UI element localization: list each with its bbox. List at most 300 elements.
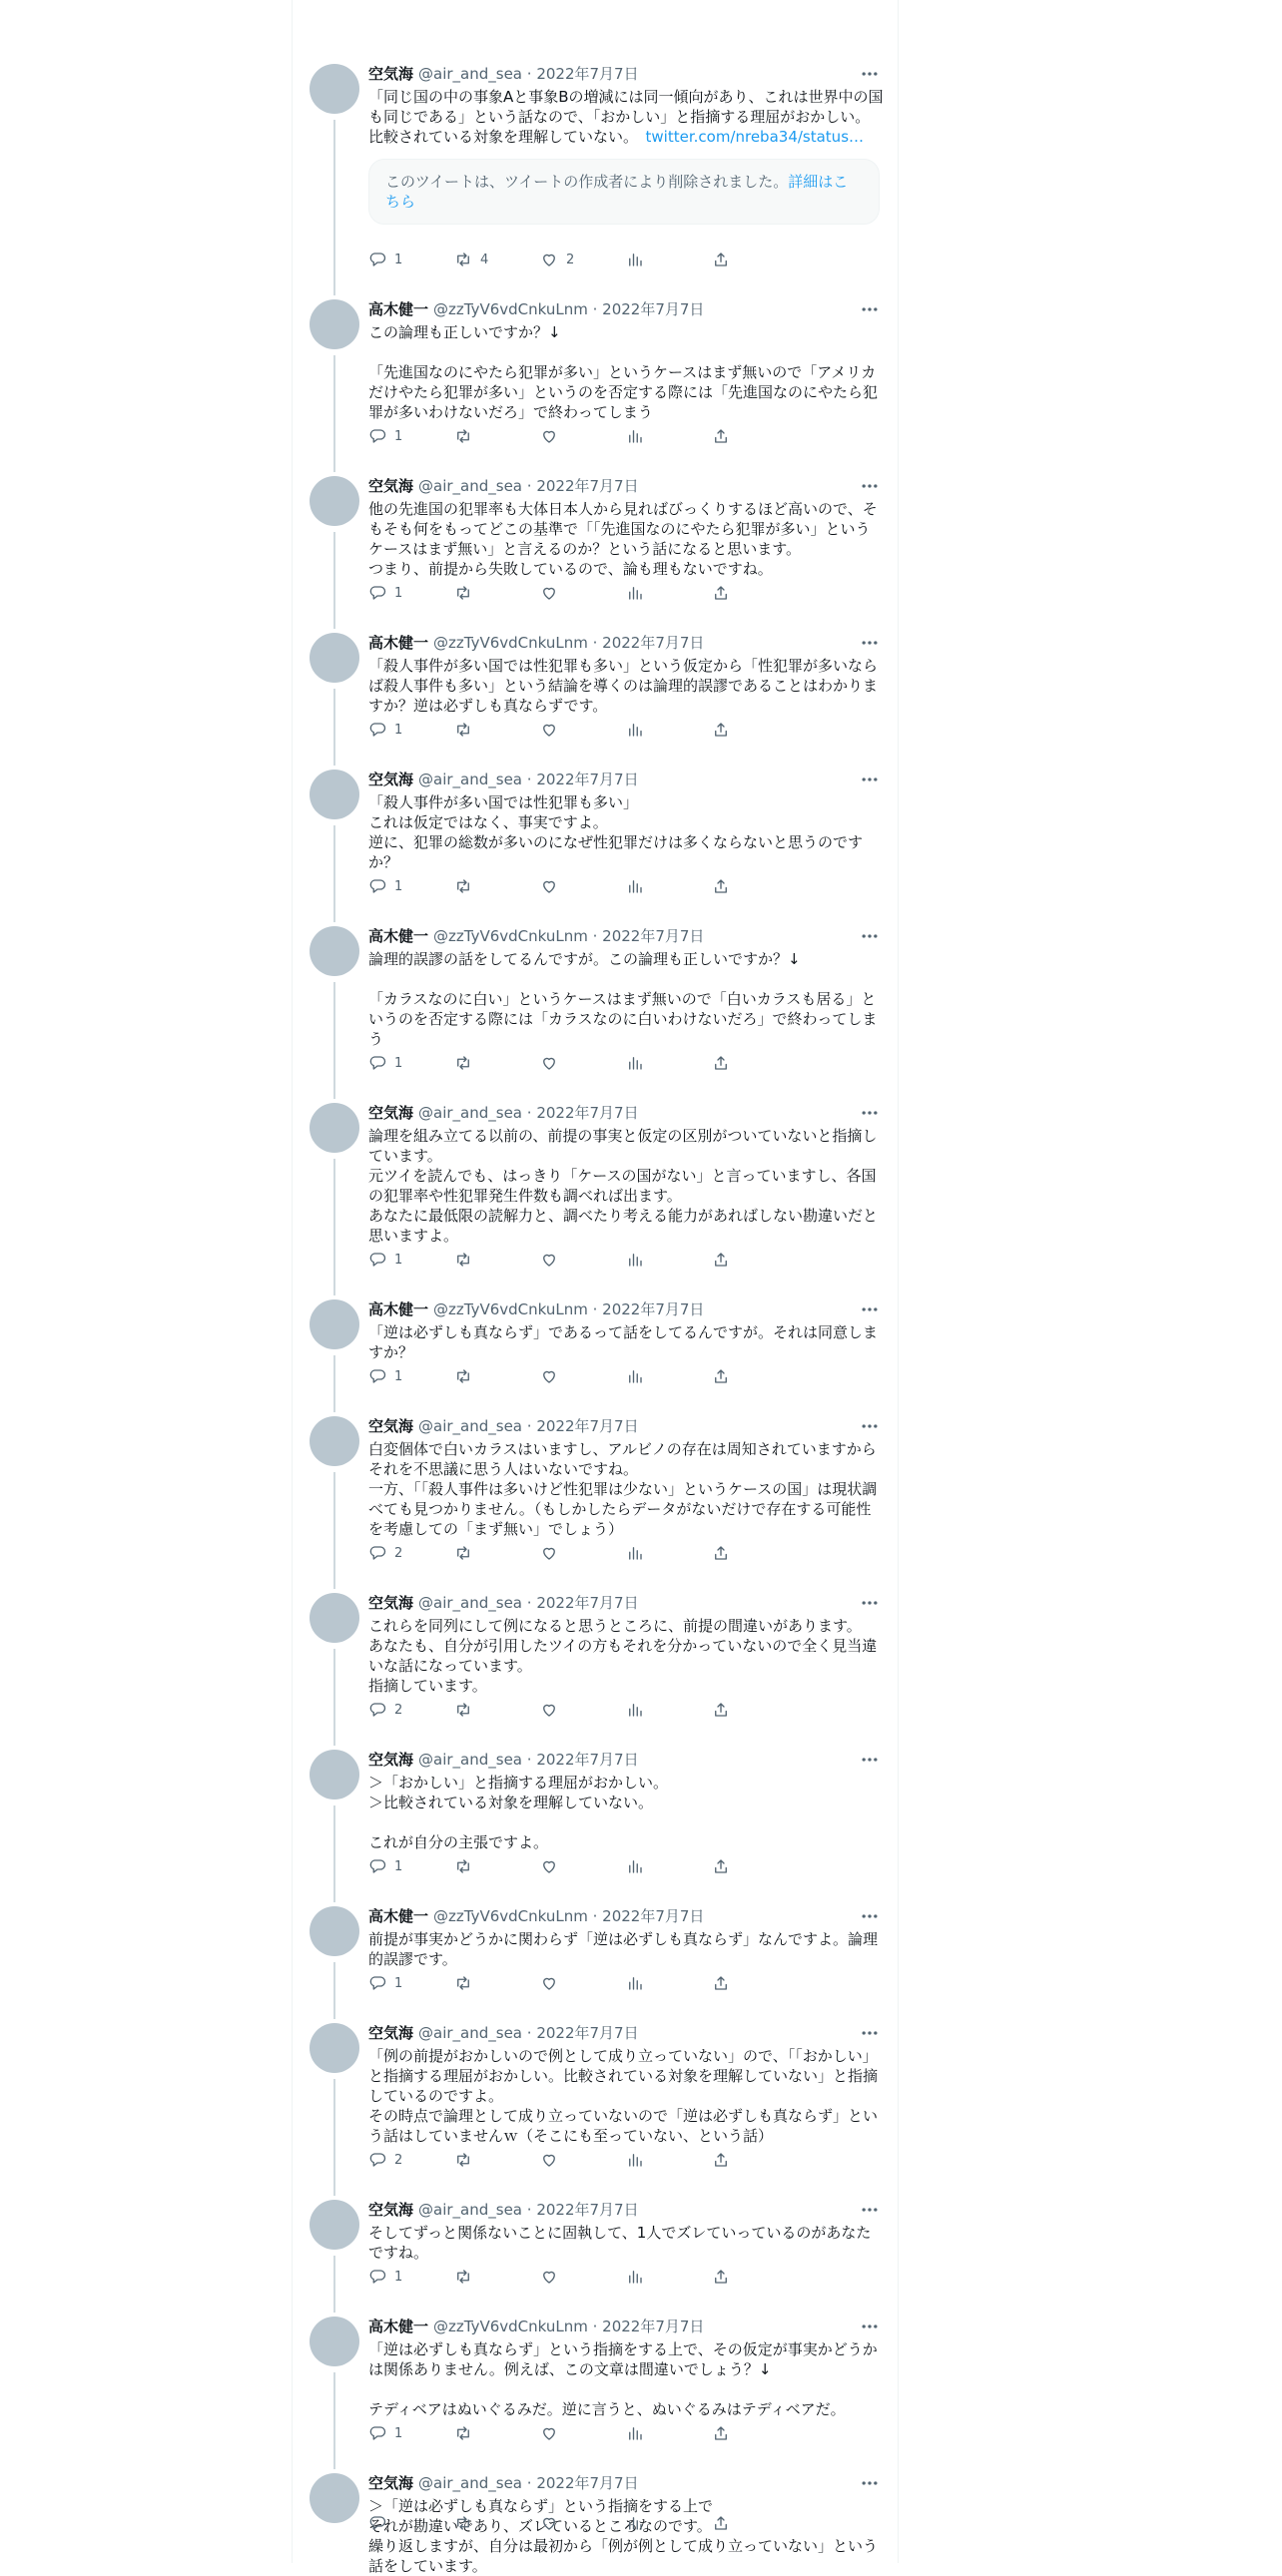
share-icon [712, 1974, 730, 1992]
thread-line [333, 982, 335, 1099]
reply-button[interactable] [368, 583, 454, 603]
like-button[interactable] [540, 720, 626, 740]
like-button[interactable] [540, 250, 626, 269]
thread-line [333, 120, 335, 295]
tweet-text: 白変個体で白いカラスはいますし、アルビノの存在は周知されていますからそれを不思議に思う人はいないですね。 一方、「「殺人事件は多いけど性犯罪は少ない」というケースの国」は現状調べても見つかりません。（もしかしたらデータがないだけで存在する可能性を考慮しての「まず無い」でしょう） [368, 1440, 878, 1538]
retweet-icon [454, 427, 472, 445]
share-button[interactable] [712, 426, 798, 446]
author-name[interactable]: 空気海 [368, 65, 414, 83]
tweet-text: 論理的誤謬の話をしてるんですが。この論理も正しいですか？↓ 「カラスなのに白い」というケースはまず無いので「白いカラスも居る」というのを否定する際には「カラスなのに白いわけないだろ」で終わってしまう [368, 950, 878, 1048]
like-button[interactable] [540, 1053, 626, 1073]
tweet[interactable] [293, 2317, 900, 2473]
views-button[interactable] [626, 2267, 712, 2287]
views-button[interactable] [626, 720, 712, 740]
reply-icon [368, 1974, 386, 1992]
reply-button[interactable] [368, 1700, 454, 1720]
author-handle[interactable]: @air_and_sea [418, 1594, 522, 1612]
views-button[interactable] [626, 1856, 712, 1876]
reply-icon [368, 2424, 386, 2442]
tweet[interactable] [293, 476, 900, 633]
share-button[interactable] [712, 2423, 798, 2443]
author-name[interactable]: 高木健一 [368, 300, 429, 318]
reply-icon [368, 1544, 386, 1562]
tweet-header [368, 2317, 884, 2336]
separator-dot: · [522, 771, 537, 788]
views-button[interactable] [626, 1700, 712, 1720]
author-name[interactable]: 高木健一 [368, 927, 429, 945]
share-button[interactable] [712, 1856, 798, 1876]
reply-icon [368, 2514, 386, 2532]
like-button[interactable] [540, 1856, 626, 1876]
avatar[interactable] [310, 299, 359, 349]
avatar[interactable] [310, 2317, 359, 2366]
retweet-button[interactable] [454, 2150, 540, 2170]
reply-icon [368, 2268, 386, 2286]
reply-button[interactable] [368, 1366, 454, 1386]
more-icon[interactable] [858, 1416, 882, 1436]
share-icon [712, 1054, 730, 1072]
tweet-date[interactable]: 2022年7月7日 [536, 2024, 639, 2042]
more-icon[interactable] [858, 633, 882, 653]
tweet[interactable] [293, 2200, 900, 2317]
retweet-icon [454, 1367, 472, 1385]
avatar[interactable] [310, 1299, 359, 1349]
reply-count: 2 [394, 2152, 403, 2168]
heart-icon [540, 1251, 558, 1269]
tweet-date[interactable]: 2022年7月7日 [536, 2474, 639, 2492]
avatar[interactable] [310, 926, 359, 976]
retweet-icon [454, 1544, 472, 1562]
tweet[interactable] [293, 1299, 900, 1416]
share-button[interactable] [712, 1973, 798, 1993]
tweet[interactable] [293, 64, 900, 299]
reply-button[interactable] [368, 876, 454, 896]
author-handle[interactable]: @air_and_sea [418, 477, 522, 495]
more-icon[interactable] [858, 1103, 882, 1123]
reply-icon [368, 1251, 386, 1269]
more-icon[interactable] [858, 770, 882, 789]
thread-line [333, 355, 335, 472]
more-icon[interactable] [858, 2200, 882, 2220]
author-name[interactable]: 空気海 [368, 1417, 414, 1435]
tweet-date[interactable]: 2022年7月7日 [536, 771, 639, 788]
separator-dot: · [522, 2201, 537, 2219]
views-button[interactable] [626, 250, 712, 269]
more-icon[interactable] [858, 1299, 882, 1319]
tweet[interactable] [293, 2473, 900, 2575]
thread-line [333, 1962, 335, 2019]
views-button[interactable] [626, 1543, 712, 1563]
share-button[interactable] [712, 720, 798, 740]
like-count: 2 [566, 252, 575, 267]
thread-line [333, 1159, 335, 1295]
reply-button[interactable] [368, 1250, 454, 1270]
retweet-button[interactable] [454, 1700, 540, 1720]
tweet-text: 「逆は必ずしも真ならず」であるって話をしてるんですが。それは同意しますか？ [368, 1323, 879, 1361]
retweet-button[interactable] [454, 426, 540, 446]
more-icon[interactable] [858, 1750, 882, 1770]
author-handle[interactable]: @air_and_sea [418, 1751, 522, 1769]
heart-icon [540, 584, 558, 602]
heart-icon [540, 1701, 558, 1719]
share-icon [712, 2268, 730, 2286]
bar-chart-icon [626, 1544, 644, 1562]
tweet[interactable] [293, 1593, 900, 1750]
share-button[interactable] [712, 1366, 798, 1386]
author-name[interactable]: 高木健一 [368, 634, 429, 652]
separator-dot: · [522, 1417, 537, 1435]
author-handle[interactable]: @zzTyV6vdCnkuLnm [433, 634, 588, 652]
views-button[interactable] [626, 2150, 712, 2170]
reply-icon [368, 1367, 386, 1385]
bar-chart-icon [626, 2514, 644, 2532]
tweet-date[interactable]: 2022年7月7日 [536, 1594, 639, 1612]
share-button[interactable] [712, 1543, 798, 1563]
bar-chart-icon [626, 1701, 644, 1719]
tweet-date[interactable]: 2022年7月7日 [602, 1300, 705, 1318]
tweet-date[interactable]: 2022年7月7日 [536, 2201, 639, 2219]
reply-count: 1 [394, 252, 403, 267]
tweet-header [368, 476, 884, 496]
tweet-text: ＞「おかしい」と指摘する理屈がおかしい。 ＞比較されている対象を理解していない。 これが自分の主張ですよ。 [368, 1774, 669, 1851]
separator-dot: · [522, 2024, 537, 2042]
retweet-icon [454, 2268, 472, 2286]
tweet-date[interactable]: 2022年7月7日 [536, 65, 639, 83]
like-button[interactable] [540, 2267, 626, 2287]
separator-dot: · [522, 1594, 537, 1612]
author-name[interactable]: 空気海 [368, 2024, 414, 2042]
avatar[interactable] [310, 633, 359, 683]
views-button[interactable] [626, 426, 712, 446]
views-button[interactable] [626, 1053, 712, 1073]
retweet-icon [454, 877, 472, 895]
reply-icon [368, 1701, 386, 1719]
avatar[interactable] [310, 1103, 359, 1153]
like-button[interactable] [540, 1366, 626, 1386]
retweet-button[interactable] [454, 876, 540, 896]
author-name[interactable]: 高木健一 [368, 2318, 429, 2335]
author-handle[interactable]: @air_and_sea [418, 1104, 522, 1122]
tweet-text: これらを同列にして例になると思うところに、前提の間違いがあります。 あなたも、自分が引用したツイの方もそれを分かっていないので全く見当違いな話になっています。 指摘しています。 [368, 1617, 878, 1695]
like-button[interactable] [540, 1700, 626, 1720]
author-name[interactable]: 空気海 [368, 2201, 414, 2219]
heart-icon [540, 2151, 558, 2169]
bar-chart-icon [626, 721, 644, 739]
reply-count: 1 [394, 585, 403, 601]
tweet-text: 「逆は必ずしも真ならず」という指摘をする上で、その仮定が事実かどうかは関係ありません。例えば、この文章は間違いでしょう？↓ テディベアはぬいぐるみだ。逆に言うと、ぬいぐるみはテディベアだ。 [368, 2340, 878, 2418]
retweet-button[interactable] [454, 2423, 540, 2443]
avatar[interactable] [310, 2023, 359, 2073]
tweet-header [368, 1103, 884, 1123]
share-icon [712, 1701, 730, 1719]
views-button[interactable] [626, 583, 712, 603]
author-handle[interactable]: @zzTyV6vdCnkuLnm [433, 927, 588, 945]
tweet-date[interactable]: 2022年7月7日 [536, 1104, 639, 1122]
retweet-icon [454, 1251, 472, 1269]
author-handle[interactable]: @zzTyV6vdCnkuLnm [433, 300, 588, 318]
bar-chart-icon [626, 427, 644, 445]
share-button[interactable] [712, 583, 798, 603]
tweet[interactable] [293, 770, 900, 926]
reply-button[interactable] [368, 1543, 454, 1563]
heart-icon [540, 427, 558, 445]
author-name[interactable]: 空気海 [368, 2474, 414, 2492]
tweet-header [368, 633, 884, 653]
heart-icon [540, 2424, 558, 2442]
heart-icon [540, 1367, 558, 1385]
avatar[interactable] [310, 1906, 359, 1956]
reply-button[interactable] [368, 720, 454, 740]
author-handle[interactable]: @zzTyV6vdCnkuLnm [433, 2318, 588, 2335]
views-button[interactable] [626, 876, 712, 896]
tweet-header [368, 2473, 884, 2493]
share-button[interactable] [712, 876, 798, 896]
retweet-icon [454, 1974, 472, 1992]
more-icon[interactable] [858, 2473, 882, 2493]
separator-dot: · [587, 2318, 603, 2335]
reply-count: 1 [394, 2425, 403, 2441]
heart-icon [540, 251, 558, 268]
like-button[interactable] [540, 2150, 626, 2170]
avatar[interactable] [310, 1593, 359, 1643]
thread-line [333, 2256, 335, 2313]
bar-chart-icon [626, 1857, 644, 1875]
retweet-icon [454, 251, 472, 268]
tweet-date[interactable]: 2022年7月7日 [602, 1907, 705, 1925]
author-handle[interactable]: @air_and_sea [418, 2024, 522, 2042]
more-icon[interactable] [858, 1906, 882, 1926]
tweet[interactable] [293, 1103, 900, 1299]
tweet-text: そしてずっと関係ないことに固執して、1人でズレていっているのがあなたですね。 [368, 2224, 872, 2262]
separator-dot: · [587, 1300, 603, 1318]
more-icon[interactable] [858, 2317, 882, 2336]
thread-line [333, 532, 335, 629]
share-button[interactable] [712, 2150, 798, 2170]
share-icon [712, 2151, 730, 2169]
more-icon[interactable] [858, 2023, 882, 2043]
retweet-button[interactable] [454, 1543, 540, 1563]
more-icon[interactable] [858, 926, 882, 946]
learn-more-link[interactable]: 詳細はこちら [385, 173, 849, 211]
retweet-button[interactable] [454, 1856, 540, 1876]
like-button[interactable] [540, 1543, 626, 1563]
thread-line [333, 689, 335, 766]
author-handle[interactable]: @air_and_sea [418, 2201, 522, 2219]
reply-button[interactable] [368, 250, 454, 269]
like-button[interactable] [540, 1250, 626, 1270]
tweet-date[interactable]: 2022年7月7日 [602, 927, 705, 945]
share-icon [712, 584, 730, 602]
reply-count: 1 [394, 2269, 403, 2285]
author-handle[interactable]: @zzTyV6vdCnkuLnm [433, 1907, 588, 1925]
retweet-icon [454, 2151, 472, 2169]
avatar[interactable] [310, 64, 359, 114]
retweet-button[interactable] [454, 250, 540, 269]
retweet-button[interactable] [454, 1973, 540, 1993]
author-name[interactable]: 空気海 [368, 1594, 414, 1612]
retweet-button[interactable] [454, 2513, 540, 2533]
tweet-header [368, 2023, 884, 2043]
author-name[interactable]: 高木健一 [368, 1300, 429, 1318]
retweet-count: 4 [480, 252, 489, 267]
thread-line [333, 1805, 335, 1902]
bar-chart-icon [626, 2151, 644, 2169]
separator-dot: · [587, 300, 603, 318]
tweet-header [368, 1593, 884, 1613]
tweet-text: 論理を組み立てる以前の、前提の事実と仮定の区別がついていないと指摘しています。 元ツイを読んでも、はっきり「ケースの国がない」と言っていますし、各国の犯罪率や性犯罪発生件数も調べれば出ます。 あなたに最低限の読解力と、調べたり考える能力があればしない勘違いだと思いますよ。 [368, 1127, 879, 1245]
share-icon [712, 1367, 730, 1385]
reply-count: 1 [394, 1858, 403, 1874]
more-icon[interactable] [858, 64, 882, 84]
share-button[interactable] [712, 2513, 798, 2533]
heart-icon [540, 1857, 558, 1875]
bar-chart-icon [626, 1367, 644, 1385]
tweet[interactable] [293, 2023, 900, 2200]
thread-line [333, 825, 335, 922]
reply-button[interactable] [368, 1973, 454, 1993]
thread-line [333, 2079, 335, 2196]
heart-icon [540, 2268, 558, 2286]
share-icon [712, 2424, 730, 2442]
tweet-header [368, 2200, 884, 2220]
tweet-date[interactable]: 2022年7月7日 [536, 1417, 639, 1435]
retweet-button[interactable] [454, 1053, 540, 1073]
views-button[interactable] [626, 1973, 712, 1993]
separator-dot: · [587, 927, 603, 945]
share-button[interactable] [712, 250, 798, 269]
author-handle[interactable]: @zzTyV6vdCnkuLnm [433, 1300, 588, 1318]
retweet-button[interactable] [454, 1366, 540, 1386]
author-name[interactable]: 空気海 [368, 771, 414, 788]
avatar[interactable] [310, 1416, 359, 1466]
views-button[interactable] [626, 2423, 712, 2443]
share-icon [712, 2514, 730, 2532]
avatar[interactable] [310, 770, 359, 819]
tweet-text: 「殺人事件が多い国では性犯罪も多い」という仮定から「性犯罪が多いならば殺人事件も多い」という結論を導くのは論理的誤謬であることはわかりますか？逆は必ずしも真ならずです。 [368, 657, 879, 715]
avatar[interactable] [310, 1750, 359, 1800]
share-icon [712, 877, 730, 895]
share-button[interactable] [712, 2267, 798, 2287]
author-handle[interactable]: @air_and_sea [418, 2474, 522, 2492]
views-button[interactable] [626, 2513, 712, 2533]
heart-icon [540, 877, 558, 895]
reply-button[interactable] [368, 1053, 454, 1073]
quote-text: このツイートは、ツイートの作成者により削除されました。 [385, 173, 789, 191]
like-button[interactable] [540, 876, 626, 896]
tweet-date[interactable]: 2022年7月7日 [602, 2318, 705, 2335]
reply-icon [368, 427, 386, 445]
tweet[interactable] [293, 633, 900, 770]
reply-icon [368, 877, 386, 895]
tweet[interactable] [293, 1906, 900, 2023]
bar-chart-icon [626, 1251, 644, 1269]
author-handle[interactable]: @air_and_sea [418, 1417, 522, 1435]
retweet-button[interactable] [454, 720, 540, 740]
reply-icon [368, 1857, 386, 1875]
author-handle[interactable]: @air_and_sea [418, 771, 522, 788]
reply-button[interactable] [368, 2267, 454, 2287]
reply-button[interactable] [368, 1856, 454, 1876]
more-icon[interactable] [858, 299, 882, 319]
tweet-date[interactable]: 2022年7月7日 [536, 477, 639, 495]
reply-icon [368, 1054, 386, 1072]
reply-icon [368, 2151, 386, 2169]
tweet-header [368, 926, 884, 946]
author-name[interactable]: 空気海 [368, 1104, 414, 1122]
like-button[interactable] [540, 2513, 626, 2533]
views-button[interactable] [626, 1250, 712, 1270]
tweet-date[interactable]: 2022年7月7日 [536, 1751, 639, 1769]
like-button[interactable] [540, 426, 626, 446]
tweet-text: ＞「逆は必ずしも真ならず」という指摘をする上で それが勘違いであり、ズレているところなのです。 繰り返しますが、自分は最初から「例が例として成り立っていない」という話をしています。 [368, 2497, 879, 2575]
share-icon [712, 721, 730, 739]
share-button[interactable] [712, 1250, 798, 1270]
tweet-header [368, 1299, 884, 1319]
timeline-column [292, 0, 899, 2575]
share-icon [712, 427, 730, 445]
reply-button[interactable] [368, 2513, 454, 2533]
avatar[interactable] [310, 2473, 359, 2523]
separator-dot: · [522, 1751, 537, 1769]
bar-chart-icon [626, 877, 644, 895]
tweet[interactable] [293, 299, 900, 476]
heart-icon [540, 721, 558, 739]
like-button[interactable] [540, 2423, 626, 2443]
reply-button[interactable] [368, 426, 454, 446]
retweet-icon [454, 1054, 472, 1072]
bar-chart-icon [626, 251, 644, 268]
share-button[interactable] [712, 1700, 798, 1720]
retweet-button[interactable] [454, 2267, 540, 2287]
tweet-header [368, 1416, 884, 1436]
reply-button[interactable] [368, 2423, 454, 2443]
more-icon[interactable] [858, 476, 882, 496]
views-button[interactable] [626, 1366, 712, 1386]
author-handle[interactable]: @air_and_sea [418, 65, 522, 83]
reply-icon [368, 584, 386, 602]
reply-count: 2 [394, 1702, 403, 1718]
reply-count: 1 [394, 1975, 403, 1991]
reply-button[interactable] [368, 2150, 454, 2170]
avatar[interactable] [310, 476, 359, 526]
thread-line [333, 1649, 335, 1746]
tweet-header [368, 299, 884, 319]
more-icon[interactable] [858, 1593, 882, 1613]
tweet[interactable] [293, 926, 900, 1103]
tweet-text: 「殺人事件が多い国では性犯罪も多い」 これは仮定ではなく、事実ですよ。 逆に、犯罪の総数が多いのになぜ性犯罪だけは多くならないと思うのですか？ [368, 793, 864, 871]
like-button[interactable] [540, 583, 626, 603]
tweet-date[interactable]: 2022年7月7日 [602, 300, 705, 318]
tweet[interactable] [293, 1750, 900, 1906]
retweet-button[interactable] [454, 583, 540, 603]
retweet-icon [454, 1701, 472, 1719]
retweet-button[interactable] [454, 1250, 540, 1270]
avatar[interactable] [310, 2200, 359, 2250]
like-button[interactable] [540, 1973, 626, 1993]
tweet-link[interactable]: twitter.com/nreba34/status… [645, 128, 865, 146]
tweet[interactable] [293, 1416, 900, 1593]
separator-dot: · [522, 2474, 537, 2492]
retweet-icon [454, 2514, 472, 2532]
author-name[interactable]: 空気海 [368, 477, 414, 495]
author-name[interactable]: 高木健一 [368, 1907, 429, 1925]
author-name[interactable]: 空気海 [368, 1751, 414, 1769]
bar-chart-icon [626, 584, 644, 602]
share-button[interactable] [712, 1053, 798, 1073]
reply-count: 1 [394, 878, 403, 894]
tweet-date[interactable]: 2022年7月7日 [602, 634, 705, 652]
tweet-text: 「同じ国の中の事象Aと事象Bの増減には同一傾向があり、これは世界中の国も同じである」という話なので、「おかしい」と指摘する理屈がおかしい。 比較されている対象を理解していない。 twitter.com/nreba34/status… [368, 88, 884, 146]
